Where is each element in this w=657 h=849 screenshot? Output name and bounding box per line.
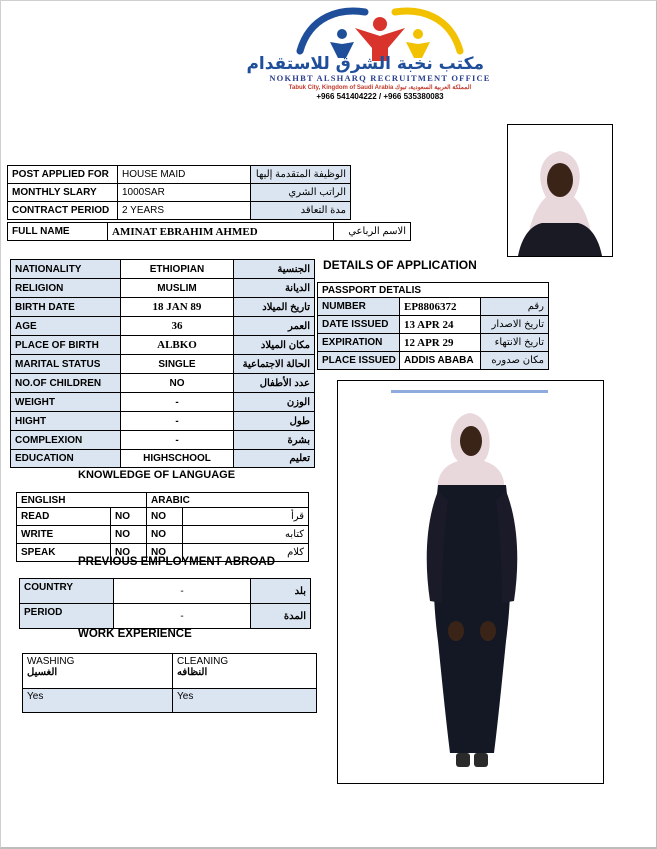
table-row [11,393,315,412]
complexion-value: - [121,431,234,450]
place-issued-label: PLACE ISSUED [318,352,400,370]
write-arabic: NO [147,526,183,544]
country-label-ar: بلد [251,579,311,604]
table-row [17,508,309,526]
speak-arabic: NO [147,544,183,562]
language-col-arabic: ARABIC [147,493,309,508]
marital-status-value: SINGLE [121,355,234,374]
logo-name-en: NOKHBT ALSHARQ RECRUITMENT OFFICE [269,73,491,83]
table-row [11,431,315,450]
language-heading: KNOWLEDGE OF LANGUAGE [78,469,236,481]
marital-status-label: MARITAL STATUS [11,355,121,374]
monthly-salary-label-ar: الراتب الشري [251,184,351,202]
speak-label-ar: كلام [183,544,309,562]
table-row [318,334,549,352]
logo [246,6,491,102]
employment-heading: PREVIOUS EMPLOYMENT ABROAD [78,556,276,568]
full-name-value: AMINAT EBRAHIM AHMED [108,223,334,241]
weight-value: - [121,393,234,412]
passport-number-value: EP8806372 [400,298,481,316]
weight-label: WEIGHT [11,393,121,412]
education-value: HIGHSCHOOL [121,450,234,468]
marital-status-label-ar: الحالة الاجتماعية [234,355,315,374]
place-of-birth-value: ALBKO [121,336,234,355]
full-name-label: FULL NAME [8,223,108,241]
date-issued-label-ar: تاريخ الاصدار [481,316,549,334]
table-row [20,579,311,604]
country-value: - [114,579,251,604]
expiration-label: EXPIRATION [318,334,400,352]
religion-label: RELIGION [11,279,121,298]
cleaning-label: CLEANING [177,656,229,667]
nationality-value: ETHIOPIAN [121,260,234,279]
nationality-label: NATIONALITY [11,260,121,279]
logo-name-ar: مكتب نخبة الشرق للاستقدام [246,54,484,74]
date-issued-label: DATE ISSUED [318,316,400,334]
table-row [23,654,317,689]
place-of-birth-label: PLACE OF BIRTH [11,336,121,355]
children-value: NO [121,374,234,393]
religion-label-ar: الديانة [234,279,315,298]
religion-value: MUSLIM [121,279,234,298]
age-label: AGE [11,317,121,336]
table-row [8,166,351,184]
education-label: EDUCATION [11,450,121,468]
table-row [8,223,411,241]
table-row [318,352,549,370]
table-row [20,604,311,629]
write-label-ar: كتابه [183,526,309,544]
washing-value: Yes [23,689,173,713]
post-applied-label: POST APPLIED FOR [8,166,118,184]
table-row [8,184,351,202]
read-label-ar: قرأ [183,508,309,526]
age-value: 36 [121,317,234,336]
experience-heading: WORK EXPERIENCE [78,628,192,640]
table-row [23,689,317,713]
table-row [11,412,315,431]
table-row [11,336,315,355]
table-row [11,355,315,374]
washing-cell [23,654,173,689]
passport-number-label: NUMBER [318,298,400,316]
table-row [11,317,315,336]
applicant-photo-full [337,380,604,784]
passport-table [317,282,549,370]
write-label: WRITE [17,526,111,544]
table-row [318,283,549,298]
cleaning-cell [173,654,317,689]
washing-label-ar: الغسيل [27,667,58,678]
place-issued-label-ar: مكان صدوره [481,352,549,370]
table-row [11,298,315,317]
expiration-value: 12 APR 29 [400,334,481,352]
children-label-ar: عدد الأطفال [234,374,315,393]
passport-title: PASSPORT DETALIS [318,283,549,298]
birth-date-label-ar: تاريخ الميلاد [234,298,315,317]
monthly-salary-label: MONTHLY SLARY [8,184,118,202]
read-arabic: NO [147,508,183,526]
washing-label: WASHING [27,656,75,667]
full-name-table [7,222,411,241]
cleaning-value: Yes [173,689,317,713]
logo-address: Tabuk City, Kingdom of Saudi Arabia المملكة العربية السعودية، تبوك [288,85,472,91]
personal-table [10,259,315,468]
applicant-photo-small [507,124,613,257]
cleaning-label-ar: النظافه [177,667,208,678]
date-issued-value: 13 APR 24 [400,316,481,334]
weight-label-ar: الوزن [234,393,315,412]
table-row [11,374,315,393]
age-label-ar: العمر [234,317,315,336]
table-row [11,279,315,298]
speak-english: NO [111,544,147,562]
details-heading: DETAILS OF APPLICATION [323,258,477,272]
place-issued-value: ADDIS ABABA [400,352,481,370]
read-label: READ [17,508,111,526]
birth-date-value: 18 JAN 89 [121,298,234,317]
place-of-birth-label-ar: مكان الميلاد [234,336,315,355]
height-value: - [121,412,234,431]
birth-date-label: BIRTH DATE [11,298,121,317]
read-english: NO [111,508,147,526]
table-row [11,260,315,279]
experience-table [22,653,317,713]
table-row [318,316,549,334]
education-label-ar: تعليم [234,450,315,468]
monthly-salary-value: 1000SAR [118,184,251,202]
height-label: HIGHT [11,412,121,431]
contract-period-label-ar: مدة التعاقد [251,202,351,220]
speak-label: SPEAK [17,544,111,562]
height-label-ar: طول [234,412,315,431]
passport-number-label-ar: رقم [481,298,549,316]
applicant-fullbody-image [338,381,603,783]
contract-period-value: 2 YEARS [118,202,251,220]
children-label: NO.OF CHILDREN [11,374,121,393]
post-table [7,165,351,220]
period-label: PERIOD [20,604,114,629]
period-value: - [114,604,251,629]
full-name-label-ar: الاسم الرباعي [334,223,411,241]
employment-table [19,578,311,629]
complexion-label-ar: بشرة [234,431,315,450]
table-row [17,493,309,508]
complexion-label: COMPLEXION [11,431,121,450]
applicant-portrait-image [508,125,612,256]
nationality-label-ar: الجنسية [234,260,315,279]
table-row [17,526,309,544]
expiration-label-ar: تاريخ الانتهاء [481,334,549,352]
write-english: NO [111,526,147,544]
post-applied-value: HOUSE MAID [118,166,251,184]
country-label: COUNTRY [20,579,114,604]
language-table [16,492,309,562]
contract-period-label: CONTRACT PERIOD [8,202,118,220]
table-row [11,450,315,468]
table-row [8,202,351,220]
table-row [318,298,549,316]
post-applied-label-ar: الوظيفة المتقدمة إليها [251,166,351,184]
period-label-ar: المدة [251,604,311,629]
logo-phones: +966 541404222 / +966 535380083 [316,92,444,101]
language-col-english: ENGLISH [17,493,147,508]
